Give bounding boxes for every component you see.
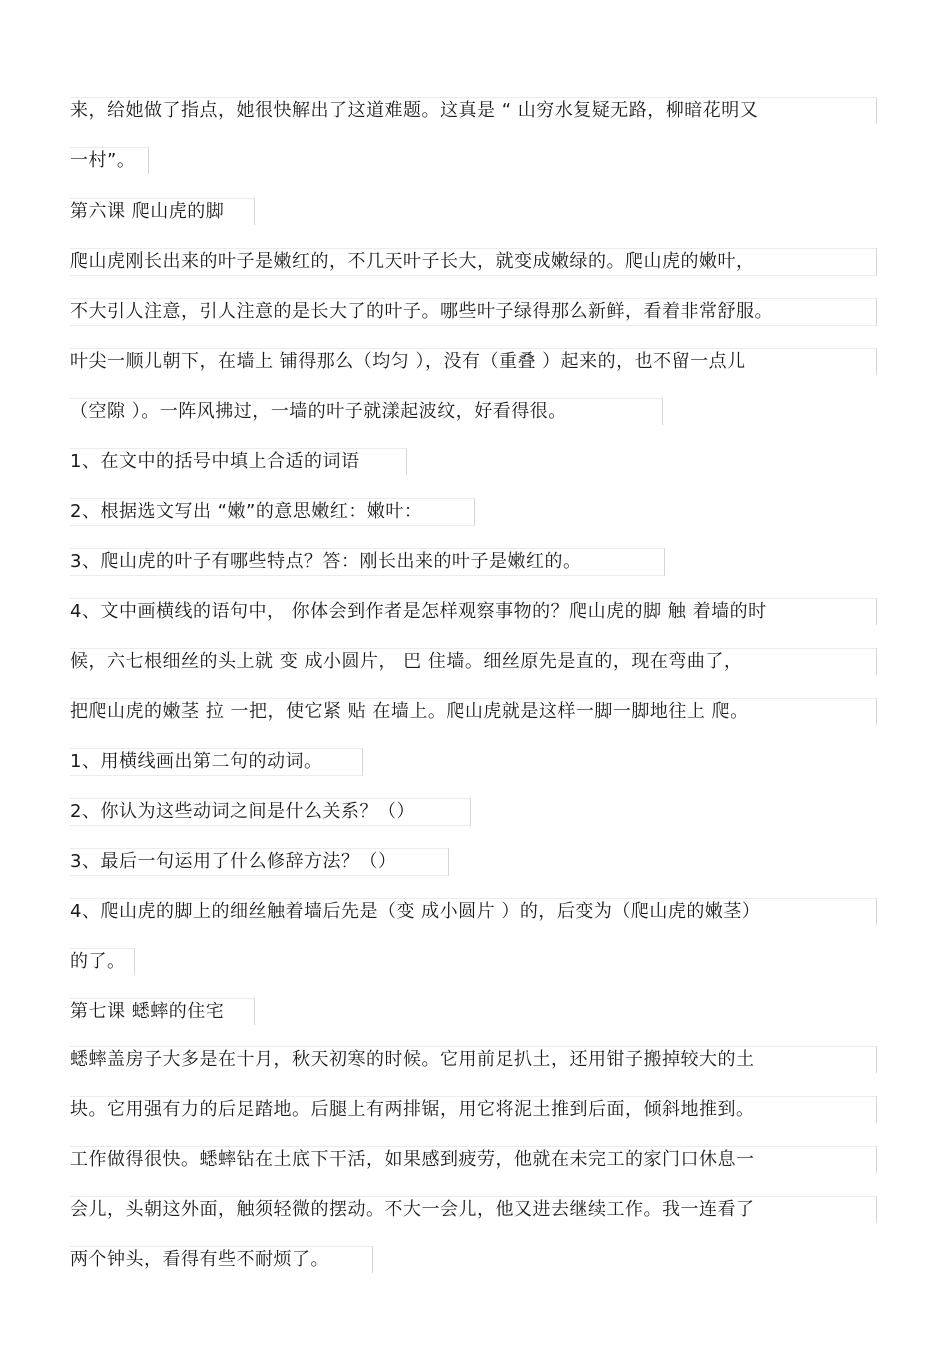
text-line: 爬山虎刚长出来的叶子是嫩红的，不几天叶子长大，就变成嫩绿的。爬山虎的嫩叶， bbox=[70, 251, 755, 272]
text-line: 块。它用强有力的后足踏地。后腿上有两排锯，用它将泥土推到后面，倾斜地推到。 bbox=[70, 1099, 755, 1120]
text-line: 蟋蟀盖房子大多是在十月，秋天初寒的时候。它用前足扒土，还用钳子搬掉较大的土 bbox=[70, 1049, 755, 1070]
text-line: 叶尖一顺儿朝下，在墙上 铺得那么（均匀 ），没有（重叠 ）起来的，也不留一点儿 bbox=[70, 351, 746, 372]
question-line: 1、在文中的括号中填上合适的词语 bbox=[70, 451, 360, 472]
text-line: 两个钟头，看得有些不耐烦了。 bbox=[70, 1249, 329, 1270]
question-line: 2、你认为这些动词之间是什么关系？（） bbox=[70, 801, 415, 822]
text-line: 的了。 bbox=[70, 951, 126, 972]
question-line: 2、根据选文写出 “嫩”的意思嫩红：嫩叶： bbox=[70, 501, 423, 522]
text-line: 来，给她做了指点，她很快解出了这道难题。这真是 “ 山穷水复疑无路，柳暗花明又 bbox=[70, 100, 759, 121]
text-line: 会儿，头朝这外面，触须轻微的摆动。不大一会儿，他又进去继续工作。我一连看了 bbox=[70, 1199, 755, 1220]
text-line: 不大引人注意，引人注意的是长大了的叶子。哪些叶子绿得那么新鲜，看着非常舒服。 bbox=[70, 301, 773, 322]
question-line: 4、文中画横线的语句中， 你体会到作者是怎样观察事物的？爬山虎的脚 触 着墙的时 bbox=[70, 601, 767, 622]
text-line: （空隙 ）。一阵风拂过，一墙的叶子就漾起波纹，好看得很。 bbox=[70, 401, 567, 422]
section-heading: 第七课 蟋蟀的住宅 bbox=[70, 1001, 225, 1022]
text-line: 工作做得很快。蟋蟀钻在土底下干活，如果感到疲劳，他就在未完工的家门口休息一 bbox=[70, 1149, 755, 1170]
question-line: 4、爬山虎的脚上的细丝触着墙后先是（变 成小圆片 ）的，后变为（爬山虎的嫩茎） bbox=[70, 901, 761, 922]
text-line: 一村”。 bbox=[70, 150, 136, 171]
text-line: 把爬山虎的嫩茎 拉 一把，使它紧 贴 在墙上。爬山虎就是这样一脚一脚地往上 爬。 bbox=[70, 701, 749, 722]
question-line: 1、用横线画出第二句的动词。 bbox=[70, 751, 323, 772]
question-line: 3、爬山虎的叶子有哪些特点？答：刚长出来的叶子是嫩红的。 bbox=[70, 551, 582, 572]
section-heading: 第六课 爬山虎的脚 bbox=[70, 201, 225, 222]
text-line: 候，六七根细丝的头上就 变 成小圆片， 巴 住墙。细丝原先是直的，现在弯曲了， bbox=[70, 651, 743, 672]
question-line: 3、最后一句运用了什么修辞方法？（） bbox=[70, 851, 397, 872]
